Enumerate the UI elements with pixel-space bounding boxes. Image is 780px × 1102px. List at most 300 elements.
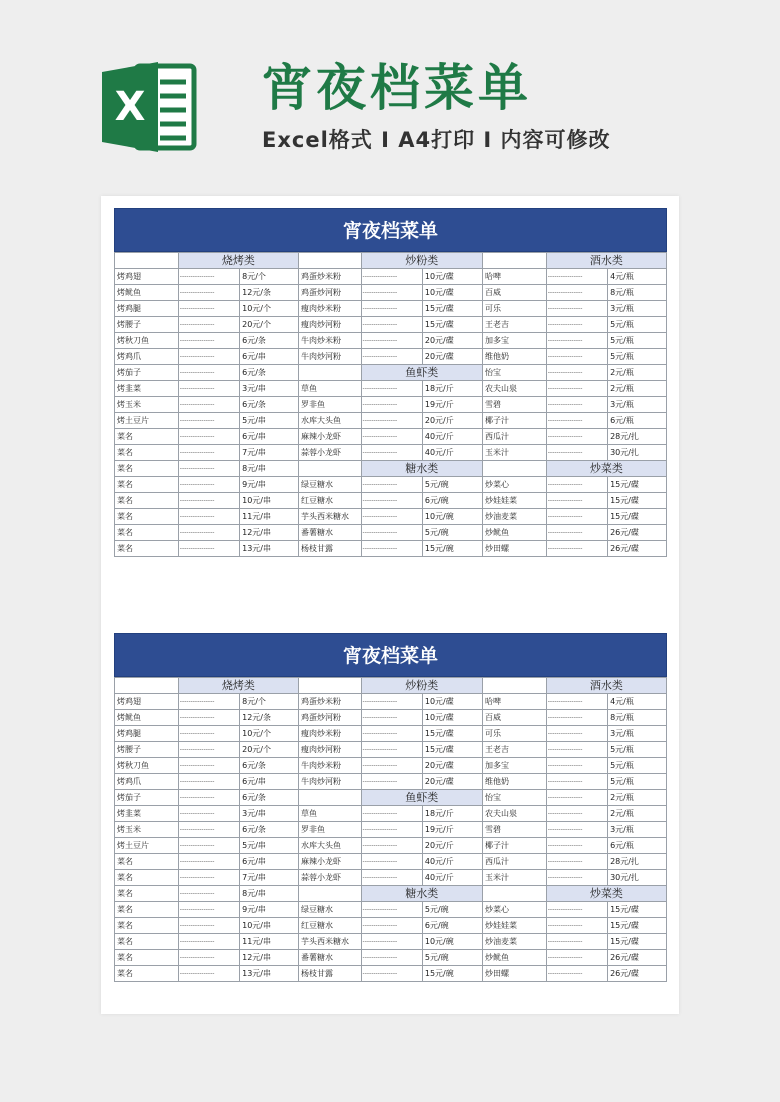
dish-price: 8元/个 — [240, 269, 299, 285]
dish-name: 蒜蓉小龙虾 — [298, 870, 361, 886]
table-row — [115, 365, 667, 381]
table-row — [115, 461, 667, 477]
leader-dots: ---------------- — [546, 349, 607, 365]
dish-name: 麻辣小龙虾 — [298, 854, 361, 870]
dish-price: 26元/碟 — [608, 525, 667, 541]
dish-name: 烤玉米 — [115, 397, 179, 413]
dish-price: 12元/串 — [240, 950, 299, 966]
dish-name: 怡宝 — [482, 790, 546, 806]
category-header: 炒菜类 — [546, 461, 666, 477]
dish-name: 烤腰子 — [115, 317, 179, 333]
table-row — [115, 694, 667, 710]
leader-dots: ---------------- — [546, 365, 607, 381]
dish-price: 30元/扎 — [608, 445, 667, 461]
leader-dots: ---------------- — [546, 790, 607, 806]
leader-dots: ---------------- — [361, 694, 422, 710]
leader-dots: ---------------- — [361, 902, 422, 918]
category-header: 炒粉类 — [361, 253, 482, 269]
dish-name: 炒娃娃菜 — [482, 493, 546, 509]
dish-price: 20元/斤 — [422, 413, 482, 429]
leader-dots: ---------------- — [178, 710, 239, 726]
leader-dots: ---------------- — [178, 694, 239, 710]
dish-price: 26元/碟 — [608, 966, 667, 982]
category-header: 炒粉类 — [361, 678, 482, 694]
dish-price: 10元/碟 — [422, 694, 482, 710]
dish-price: 5元/瓶 — [608, 758, 667, 774]
dish-price: 20元/个 — [240, 742, 299, 758]
spacer-cell — [115, 678, 179, 694]
dish-price: 5元/瓶 — [608, 333, 667, 349]
leader-dots: ---------------- — [178, 445, 239, 461]
leader-dots: ---------------- — [546, 493, 607, 509]
dish-name: 烤秋刀鱼 — [115, 758, 179, 774]
dish-name: 农夫山泉 — [482, 806, 546, 822]
dish-price: 15元/碟 — [422, 317, 482, 333]
table-row — [115, 886, 667, 902]
dish-name: 烤秋刀鱼 — [115, 333, 179, 349]
dish-price: 6元/瓶 — [608, 838, 667, 854]
dish-name: 西瓜汁 — [482, 854, 546, 870]
dish-price: 10元/个 — [240, 301, 299, 317]
leader-dots: ---------------- — [178, 301, 239, 317]
dish-name: 烤腰子 — [115, 742, 179, 758]
dish-name: 蒜蓉小龙虾 — [298, 445, 361, 461]
dish-price: 10元/串 — [240, 493, 299, 509]
dish-price: 6元/条 — [240, 397, 299, 413]
dish-price: 5元/碗 — [422, 950, 482, 966]
dish-price: 10元/碟 — [422, 269, 482, 285]
leader-dots: ---------------- — [546, 509, 607, 525]
dish-price: 4元/瓶 — [608, 694, 667, 710]
dish-price: 20元/斤 — [422, 838, 482, 854]
dish-price: 8元/瓶 — [608, 710, 667, 726]
dish-name: 玉米汁 — [482, 445, 546, 461]
table-row — [115, 525, 667, 541]
dish-name: 烤鸡翅 — [115, 269, 179, 285]
dish-price: 3元/串 — [240, 806, 299, 822]
leader-dots: ---------------- — [178, 934, 239, 950]
leader-dots: ---------------- — [361, 413, 422, 429]
dish-price: 6元/碗 — [422, 918, 482, 934]
dish-name: 烤鸡腿 — [115, 726, 179, 742]
dish-name: 菜名 — [115, 429, 179, 445]
dish-name: 菜名 — [115, 950, 179, 966]
leader-dots: ---------------- — [546, 966, 607, 982]
category-header: 鱼虾类 — [361, 790, 482, 806]
dish-name: 烤茄子 — [115, 790, 179, 806]
category-header: 鱼虾类 — [361, 365, 482, 381]
table-row — [115, 790, 667, 806]
leader-dots: ---------------- — [178, 349, 239, 365]
table-row — [115, 477, 667, 493]
dish-name: 雪碧 — [482, 397, 546, 413]
dish-name: 烤土豆片 — [115, 838, 179, 854]
dish-name: 瘦肉炒米粉 — [298, 301, 361, 317]
dish-name: 怡宝 — [482, 365, 546, 381]
page-title: 宵夜档菜单 — [262, 59, 532, 117]
spacer-cell — [482, 678, 546, 694]
table-row — [115, 870, 667, 886]
leader-dots: ---------------- — [361, 429, 422, 445]
dish-name: 炒鱿鱼 — [482, 950, 546, 966]
dish-name: 王老吉 — [482, 742, 546, 758]
spacer-cell — [115, 253, 179, 269]
leader-dots: ---------------- — [361, 870, 422, 886]
table-row — [115, 333, 667, 349]
dish-name: 草鱼 — [298, 806, 361, 822]
dish-name: 罗非鱼 — [298, 397, 361, 413]
dish-name: 鸡蛋炒米粉 — [298, 269, 361, 285]
dish-price: 15元/碗 — [422, 541, 482, 557]
dish-price: 10元/串 — [240, 918, 299, 934]
leader-dots: ---------------- — [178, 758, 239, 774]
category-header: 糖水类 — [361, 886, 482, 902]
dish-name: 绿豆糖水 — [298, 902, 361, 918]
leader-dots: ---------------- — [178, 790, 239, 806]
dish-price: 19元/斤 — [422, 397, 482, 413]
leader-dots: ---------------- — [178, 950, 239, 966]
leader-dots: ---------------- — [361, 854, 422, 870]
dish-price: 20元/碟 — [422, 349, 482, 365]
leader-dots: ---------------- — [178, 493, 239, 509]
dish-name: 炒田螺 — [482, 541, 546, 557]
dish-price: 8元/瓶 — [608, 285, 667, 301]
leader-dots: ---------------- — [546, 525, 607, 541]
dish-name: 烤土豆片 — [115, 413, 179, 429]
dish-price: 15元/碟 — [608, 934, 667, 950]
dish-price: 11元/串 — [240, 934, 299, 950]
dish-name: 加多宝 — [482, 758, 546, 774]
table-row — [115, 253, 667, 269]
leader-dots: ---------------- — [361, 918, 422, 934]
dish-price: 9元/串 — [240, 902, 299, 918]
table-row — [115, 742, 667, 758]
dish-price: 3元/瓶 — [608, 301, 667, 317]
leader-dots: ---------------- — [361, 966, 422, 982]
dish-price: 15元/碟 — [608, 493, 667, 509]
leader-dots: ---------------- — [178, 886, 239, 902]
dish-name: 玉米汁 — [482, 870, 546, 886]
category-header: 酒水类 — [546, 678, 666, 694]
dish-price: 40元/斤 — [422, 854, 482, 870]
leader-dots: ---------------- — [361, 349, 422, 365]
dish-price: 5元/瓶 — [608, 774, 667, 790]
dish-name: 水库大头鱼 — [298, 838, 361, 854]
dish-name: 哈啤 — [482, 694, 546, 710]
dish-price: 26元/碟 — [608, 541, 667, 557]
dish-name: 菜名 — [115, 461, 179, 477]
dish-name: 牛肉炒米粉 — [298, 758, 361, 774]
table-row — [115, 381, 667, 397]
category-header: 烧烤类 — [178, 253, 298, 269]
table-row — [115, 822, 667, 838]
leader-dots: ---------------- — [361, 381, 422, 397]
category-header: 糖水类 — [361, 461, 482, 477]
dish-price: 5元/瓶 — [608, 742, 667, 758]
leader-dots: ---------------- — [546, 934, 607, 950]
dish-price: 5元/瓶 — [608, 349, 667, 365]
dish-price: 8元/串 — [240, 461, 299, 477]
dish-price: 20元/碟 — [422, 333, 482, 349]
leader-dots: ---------------- — [546, 429, 607, 445]
dish-price: 3元/瓶 — [608, 726, 667, 742]
dish-price: 10元/个 — [240, 726, 299, 742]
dish-name: 菜名 — [115, 541, 179, 557]
dish-price: 9元/串 — [240, 477, 299, 493]
dish-name: 牛肉炒河粉 — [298, 349, 361, 365]
dish-name: 可乐 — [482, 726, 546, 742]
dish-price: 7元/串 — [240, 445, 299, 461]
dish-name: 水库大头鱼 — [298, 413, 361, 429]
table-row — [115, 854, 667, 870]
dish-price: 30元/扎 — [608, 870, 667, 886]
table-row — [115, 285, 667, 301]
table-row — [115, 806, 667, 822]
leader-dots: ---------------- — [178, 429, 239, 445]
dish-name: 菜名 — [115, 886, 179, 902]
leader-dots: ---------------- — [361, 758, 422, 774]
dish-price: 5元/串 — [240, 413, 299, 429]
leader-dots: ---------------- — [361, 333, 422, 349]
leader-dots: ---------------- — [178, 413, 239, 429]
spacer-cell — [298, 365, 361, 381]
menu-sheet — [114, 208, 667, 557]
leader-dots: ---------------- — [546, 445, 607, 461]
dish-price: 10元/碗 — [422, 509, 482, 525]
leader-dots: ---------------- — [546, 477, 607, 493]
leader-dots: ---------------- — [546, 758, 607, 774]
table-row — [115, 301, 667, 317]
dish-name: 罗非鱼 — [298, 822, 361, 838]
leader-dots: ---------------- — [361, 541, 422, 557]
table-row — [115, 509, 667, 525]
leader-dots: ---------------- — [178, 918, 239, 934]
leader-dots: ---------------- — [546, 317, 607, 333]
dish-name: 百威 — [482, 710, 546, 726]
dish-name: 鸡蛋炒米粉 — [298, 694, 361, 710]
table-row — [115, 541, 667, 557]
dish-price: 20元/个 — [240, 317, 299, 333]
dish-price: 18元/斤 — [422, 806, 482, 822]
leader-dots: ---------------- — [361, 301, 422, 317]
leader-dots: ---------------- — [361, 822, 422, 838]
leader-dots: ---------------- — [361, 710, 422, 726]
page-header — [0, 0, 780, 190]
spacer-cell — [482, 461, 546, 477]
dish-price: 10元/碟 — [422, 285, 482, 301]
leader-dots: ---------------- — [361, 806, 422, 822]
dish-price: 3元/瓶 — [608, 397, 667, 413]
category-header: 烧烤类 — [178, 678, 298, 694]
dish-name: 杨枝甘露 — [298, 966, 361, 982]
dish-name: 杨枝甘露 — [298, 541, 361, 557]
page-subtitle: Excel格式 I A4打印 I 内容可修改 — [262, 128, 611, 152]
table-row — [115, 493, 667, 509]
dish-price: 40元/斤 — [422, 445, 482, 461]
dish-name: 菜名 — [115, 934, 179, 950]
dish-price: 15元/碟 — [422, 726, 482, 742]
table-row — [115, 902, 667, 918]
spacer-cell — [298, 678, 361, 694]
dish-price: 18元/斤 — [422, 381, 482, 397]
dish-name: 瘦肉炒河粉 — [298, 742, 361, 758]
dish-price: 6元/条 — [240, 790, 299, 806]
leader-dots: ---------------- — [178, 285, 239, 301]
dish-name: 哈啤 — [482, 269, 546, 285]
dish-price: 20元/碟 — [422, 758, 482, 774]
table-row — [115, 774, 667, 790]
leader-dots: ---------------- — [361, 838, 422, 854]
dish-name: 烤韭菜 — [115, 806, 179, 822]
dish-name: 炒油麦菜 — [482, 509, 546, 525]
leader-dots: ---------------- — [178, 525, 239, 541]
dish-price: 12元/条 — [240, 285, 299, 301]
dish-price: 5元/碗 — [422, 477, 482, 493]
dish-price: 2元/瓶 — [608, 365, 667, 381]
leader-dots: ---------------- — [546, 397, 607, 413]
dish-name: 菜名 — [115, 966, 179, 982]
dish-name: 菜名 — [115, 870, 179, 886]
sheet-title: 宵夜档菜单 — [114, 633, 667, 677]
leader-dots: ---------------- — [178, 381, 239, 397]
spacer-cell — [482, 886, 546, 902]
leader-dots: ---------------- — [361, 493, 422, 509]
table-row — [115, 966, 667, 982]
dish-price: 28元/扎 — [608, 854, 667, 870]
dish-price: 8元/串 — [240, 886, 299, 902]
leader-dots: ---------------- — [178, 806, 239, 822]
table-row — [115, 429, 667, 445]
dish-price: 4元/瓶 — [608, 269, 667, 285]
table-row — [115, 413, 667, 429]
leader-dots: ---------------- — [361, 509, 422, 525]
dish-name: 瘦肉炒河粉 — [298, 317, 361, 333]
leader-dots: ---------------- — [546, 541, 607, 557]
leader-dots: ---------------- — [178, 838, 239, 854]
dish-name: 烤茄子 — [115, 365, 179, 381]
dish-name: 百威 — [482, 285, 546, 301]
dish-price: 15元/碟 — [608, 509, 667, 525]
table-row — [115, 838, 667, 854]
dish-price: 5元/串 — [240, 838, 299, 854]
leader-dots: ---------------- — [178, 269, 239, 285]
table-row — [115, 349, 667, 365]
table-row — [115, 397, 667, 413]
document-page — [101, 196, 679, 1014]
leader-dots: ---------------- — [546, 918, 607, 934]
dish-price: 6元/条 — [240, 822, 299, 838]
leader-dots: ---------------- — [546, 854, 607, 870]
category-header: 炒菜类 — [546, 886, 666, 902]
leader-dots: ---------------- — [361, 742, 422, 758]
table-row — [115, 710, 667, 726]
dish-name: 加多宝 — [482, 333, 546, 349]
dish-name: 可乐 — [482, 301, 546, 317]
dish-price: 7元/串 — [240, 870, 299, 886]
leader-dots: ---------------- — [178, 870, 239, 886]
leader-dots: ---------------- — [546, 822, 607, 838]
dish-name: 番薯糖水 — [298, 525, 361, 541]
dish-price: 15元/碟 — [608, 902, 667, 918]
excel-logo-letter: X — [114, 84, 146, 130]
dish-name: 菜名 — [115, 493, 179, 509]
dish-price: 13元/串 — [240, 541, 299, 557]
spacer-cell — [298, 886, 361, 902]
dish-price: 6元/串 — [240, 429, 299, 445]
category-header: 酒水类 — [546, 253, 666, 269]
dish-price: 2元/瓶 — [608, 381, 667, 397]
dish-name: 烤鱿鱼 — [115, 285, 179, 301]
dish-price: 11元/串 — [240, 509, 299, 525]
spacer-cell — [298, 253, 361, 269]
dish-price: 6元/串 — [240, 854, 299, 870]
dish-price: 40元/斤 — [422, 429, 482, 445]
dish-name: 菜名 — [115, 902, 179, 918]
leader-dots: ---------------- — [178, 365, 239, 381]
dish-name: 绿豆糖水 — [298, 477, 361, 493]
leader-dots: ---------------- — [178, 317, 239, 333]
leader-dots: ---------------- — [546, 742, 607, 758]
dish-price: 3元/串 — [240, 381, 299, 397]
leader-dots: ---------------- — [178, 509, 239, 525]
dish-name: 炒菜心 — [482, 477, 546, 493]
leader-dots: ---------------- — [546, 285, 607, 301]
table-row — [115, 950, 667, 966]
leader-dots: ---------------- — [546, 694, 607, 710]
dish-price: 6元/串 — [240, 774, 299, 790]
leader-dots: ---------------- — [546, 726, 607, 742]
dish-name: 烤鸡翅 — [115, 694, 179, 710]
dish-price: 12元/条 — [240, 710, 299, 726]
leader-dots: ---------------- — [178, 822, 239, 838]
dish-price: 10元/碟 — [422, 710, 482, 726]
dish-price: 15元/碟 — [422, 301, 482, 317]
dish-name: 菜名 — [115, 445, 179, 461]
table-row — [115, 445, 667, 461]
spacer-cell — [298, 461, 361, 477]
dish-name: 牛肉炒米粉 — [298, 333, 361, 349]
dish-name: 菜名 — [115, 509, 179, 525]
leader-dots: ---------------- — [178, 966, 239, 982]
leader-dots: ---------------- — [361, 397, 422, 413]
dish-name: 椰子汁 — [482, 838, 546, 854]
dish-name: 红豆糖水 — [298, 918, 361, 934]
leader-dots: ---------------- — [546, 413, 607, 429]
dish-name: 维他奶 — [482, 349, 546, 365]
leader-dots: ---------------- — [178, 461, 239, 477]
dish-price: 6元/串 — [240, 349, 299, 365]
dish-price: 6元/条 — [240, 365, 299, 381]
dish-name: 炒鱿鱼 — [482, 525, 546, 541]
dish-name: 菜名 — [115, 525, 179, 541]
dish-price: 26元/碟 — [608, 950, 667, 966]
dish-price: 28元/扎 — [608, 429, 667, 445]
dish-price: 6元/条 — [240, 758, 299, 774]
dish-price: 10元/碗 — [422, 934, 482, 950]
leader-dots: ---------------- — [178, 541, 239, 557]
dish-price: 2元/瓶 — [608, 806, 667, 822]
leader-dots: ---------------- — [178, 854, 239, 870]
leader-dots: ---------------- — [178, 742, 239, 758]
leader-dots: ---------------- — [178, 477, 239, 493]
spacer-cell — [298, 790, 361, 806]
dish-name: 雪碧 — [482, 822, 546, 838]
leader-dots: ---------------- — [361, 934, 422, 950]
leader-dots: ---------------- — [361, 477, 422, 493]
table-row — [115, 758, 667, 774]
leader-dots: ---------------- — [546, 333, 607, 349]
dish-price: 6元/碗 — [422, 493, 482, 509]
